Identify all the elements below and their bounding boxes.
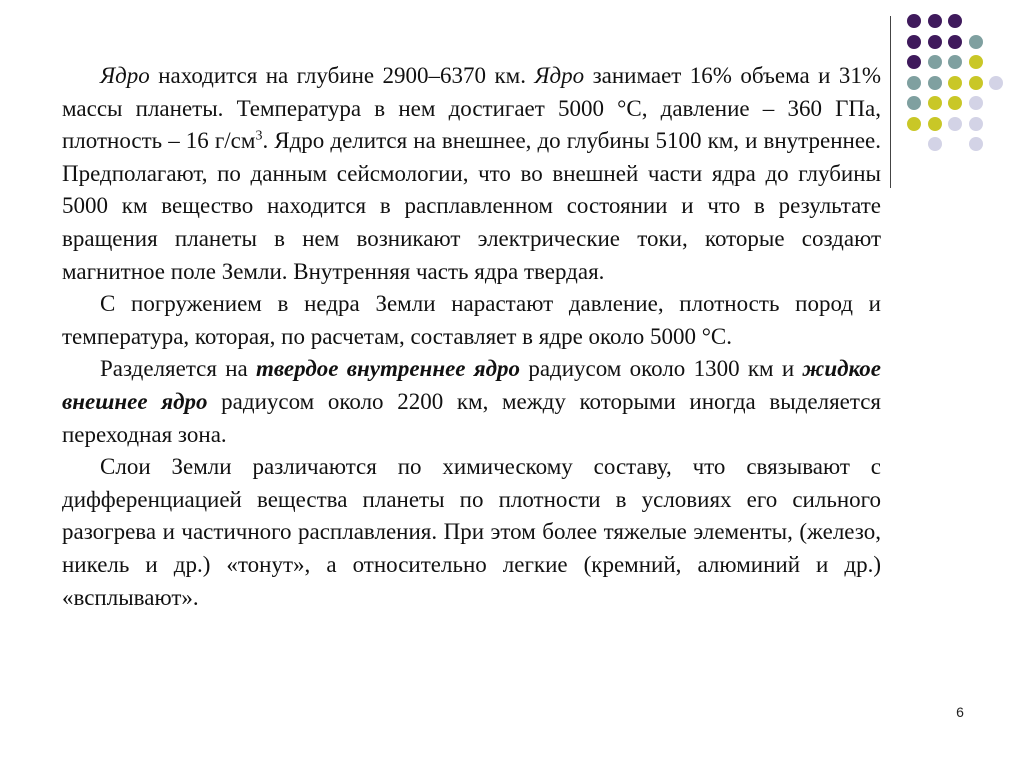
decorative-dot — [948, 96, 962, 110]
decorative-dot — [907, 117, 921, 131]
decorative-dot — [969, 55, 983, 69]
decorative-dot — [948, 55, 962, 69]
paragraph-core-division — [62, 353, 881, 451]
decorative-dot — [907, 96, 921, 110]
emphasis-term: Ядро — [100, 63, 150, 88]
paragraph-earth-layers: Слои Земли различаются по химическому составу, что связывают с дифференциацией вещества планеты по плотности в условиях его сильного разогрева и частичного расплавления. При этом более тяжелые элементы, (железо, никель и др.) «тонут», а относительно легкие (кремний, алюминий и др.) «всплывают». — [62, 454, 881, 610]
decorative-dot — [907, 14, 921, 28]
decorative-dot — [928, 14, 942, 28]
paragraph-core-overview — [62, 60, 881, 288]
decorative-dot — [928, 35, 942, 49]
text-span: находится на глубине 2900–6370 км. — [149, 63, 535, 88]
emphasis-term: Ядро — [534, 63, 585, 88]
decorative-dot — [928, 96, 942, 110]
superscript: 3 — [255, 128, 263, 144]
page-number: 6 — [956, 704, 964, 720]
decorative-dot — [907, 76, 921, 90]
decorative-dot — [969, 117, 983, 131]
decorative-dot-grid — [907, 14, 1007, 164]
decorative-dot — [969, 96, 983, 110]
decorative-dot — [969, 35, 983, 49]
decorative-dot — [948, 35, 962, 49]
decorative-dot — [948, 76, 962, 90]
decorative-dot — [969, 137, 983, 151]
emphasis-term: твердое внутреннее ядро — [256, 356, 521, 382]
text-span: радиусом около 2200 км, между которыми иногда выделяется переходная зона. — [62, 388, 881, 447]
decorative-dot — [907, 35, 921, 49]
decorative-dot — [928, 137, 942, 151]
decorative-dot — [948, 14, 962, 28]
decorative-dot — [969, 76, 983, 90]
decorative-dot — [928, 76, 942, 90]
decorative-dot — [928, 55, 942, 69]
text-span: Разделяется на — [100, 356, 257, 382]
text-span: радиусом около 1300 км и — [520, 356, 803, 382]
slide-body — [62, 60, 881, 614]
text-span: занимает 16% объема и 31% массы планеты. Температура в нем достигает 5000 °С, давление – 360 ГПа, плотность – 16 г/см — [62, 63, 881, 154]
decorative-dot — [928, 117, 942, 131]
decorative-dot — [948, 117, 962, 131]
decorative-dot — [907, 55, 921, 69]
paragraph-pressure-temperature: С погружением в недра Земли нарастают давление, плотность пород и температура, которая, по расчетам, составляет в ядре около 5000 °С. — [62, 291, 881, 349]
decorative-dot — [989, 76, 1003, 90]
text-span: . Ядро делится на внешнее, до глубины 5100 км, и внутреннее. Предполагают, по данным сейсмологии, что во внешней части ядра до глубины 5000 км вещество находится в расплавленном состоянии и что в результате вращения планеты в нем возникают электрические токи, которые создают магнитное поле Земли. Внутренняя часть ядра твердая. — [62, 128, 881, 284]
divider-line — [890, 16, 891, 188]
emphasis-term: жидкое внешнее ядро — [62, 356, 882, 414]
